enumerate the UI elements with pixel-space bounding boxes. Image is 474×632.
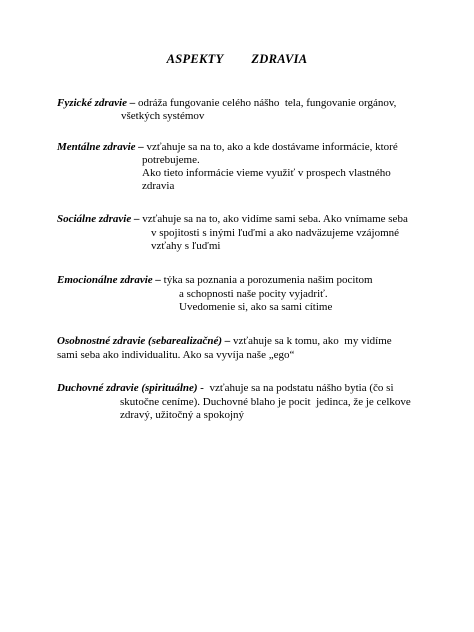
section-duchovne-line-1 — [57, 381, 394, 395]
section-osobnostne-line-1 — [57, 334, 392, 348]
section-mentalne-term: Mentálne zdravie – — [57, 141, 144, 153]
section-mentalne-text: vzťahuje sa na to, ako a kde dostávame informácie, ktoré — [143, 141, 398, 153]
section-mentalne-line-2: potrebujeme. — [142, 154, 200, 166]
section-emocionalne-line-1 — [57, 273, 373, 287]
section-emocionalne-line-2: a schopnosti naše pocity vyjadriť. — [179, 288, 328, 300]
section-emocionalne-term: Emocionálne zdravie – — [57, 274, 161, 286]
section-osobnostne-line-2: sami seba ako individualitu. Ako sa vyvíja naše „ego“ — [57, 349, 295, 361]
section-emocionalne-text: týka sa poznania a porozumenia našim pocitom — [160, 274, 373, 286]
page-title: ASPEKTY ZDRAVIA — [166, 52, 308, 66]
section-mentalne-line-4: zdravia — [142, 180, 175, 192]
section-duchovne-line-2: skutočne ceníme). Duchovné blaho je pocit jedinca, že je celkove — [120, 396, 411, 408]
section-fyzicke-line-2: všetkých systémov — [121, 110, 205, 122]
section-fyzicke-term: Fyzické zdravie – — [57, 97, 136, 109]
section-socialne-line-2: v spojitosti s inými ľuďmi a ako nadväzujeme vzájomné — [151, 227, 400, 239]
section-socialne-line-3: vzťahy s ľuďmi — [151, 240, 221, 252]
section-fyzicke-line-1 — [57, 96, 396, 110]
section-socialne-text: vzťahuje sa na to, ako vidíme sami seba. Ako vnímame seba — [139, 213, 408, 225]
section-socialne-line-1 — [57, 212, 408, 226]
section-duchovne-line-3: zdravý, užitočný a spokojný — [120, 409, 245, 421]
section-fyzicke-text: odráža fungovanie celého nášho tela, fungovanie orgánov, — [135, 97, 397, 109]
section-socialne-term: Sociálne zdravie – — [57, 213, 140, 225]
section-mentalne-line-3: Ako tieto informácie vieme využiť v prospech vlastného — [142, 167, 391, 179]
section-duchovne-term: Duchovné zdravie (spirituálne) - — [57, 382, 204, 394]
section-mentalne-line-1 — [57, 140, 398, 154]
section-osobnostne-text: vzťahuje sa k tomu, ako my vidíme — [230, 335, 392, 347]
section-emocionalne-line-3: Uvedomenie si, ako sa sami cítime — [179, 301, 333, 313]
section-osobnostne-term: Osobnostné zdravie (sebarealizačné) – — [57, 335, 231, 347]
section-duchovne-text: vzťahuje sa na podstatu nášho bytia (čo si — [203, 382, 394, 394]
